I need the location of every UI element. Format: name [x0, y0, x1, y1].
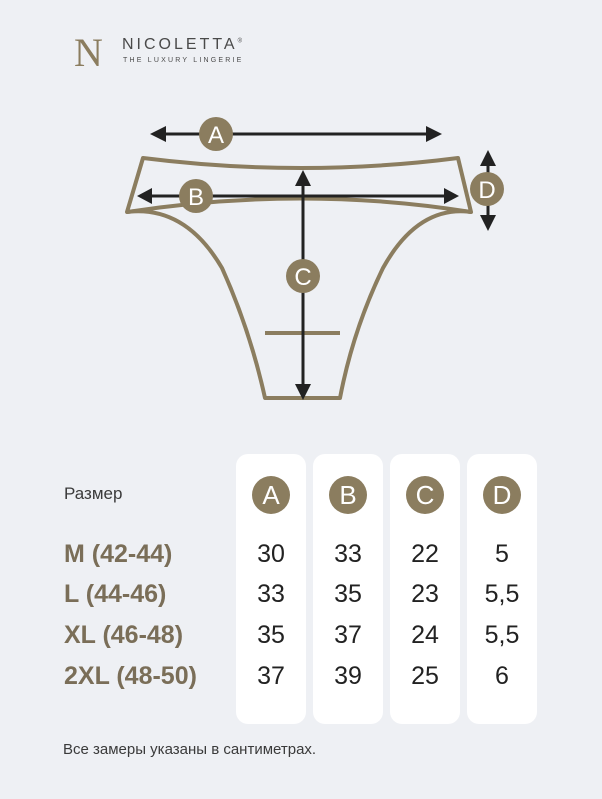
size-column-header: Размер [64, 484, 123, 503]
brand-name: NICOLETTA® [122, 36, 243, 53]
cell-xl-c: 24 [411, 621, 439, 649]
size-label-m: M (42-44) [64, 540, 173, 568]
svg-text:A: A [207, 122, 225, 149]
svg-text:C: C [294, 264, 312, 291]
column-b-card [313, 454, 383, 724]
column-c-card [390, 454, 460, 724]
marker-c [286, 259, 320, 293]
column-d-card [467, 454, 537, 724]
cell-m-b: 33 [334, 540, 362, 568]
size-label-2xl: 2XL (48-50) [64, 662, 197, 690]
column-c-badge: C [406, 476, 444, 514]
brand-tagline: THE LUXURY LINGERIE [123, 57, 244, 64]
brand-logo [70, 30, 270, 74]
column-a-card [236, 454, 306, 724]
column-d-badge: D [483, 476, 521, 514]
size-label-xl: XL (46-48) [64, 621, 184, 649]
size-label-l: L (44-46) [64, 580, 167, 608]
column-b-badge: B [329, 476, 367, 514]
marker-d [470, 172, 504, 206]
column-a-badge: A [252, 476, 290, 514]
svg-text:B: B [187, 184, 205, 211]
cell-xl-a: 35 [257, 621, 285, 649]
measure-a-arrow [150, 126, 442, 142]
cell-2xl-b: 39 [334, 662, 362, 690]
cell-l-b: 35 [334, 580, 362, 608]
cell-2xl-c: 25 [411, 662, 439, 690]
cell-2xl-d: 6 [495, 662, 509, 690]
garment-measurement-diagram [0, 110, 602, 410]
cell-l-c: 23 [411, 580, 439, 608]
cell-l-a: 33 [257, 580, 285, 608]
cell-2xl-a: 37 [257, 662, 285, 690]
svg-text:D: D [478, 177, 496, 204]
cell-m-c: 22 [411, 540, 439, 568]
cell-l-d: 5,5 [484, 580, 520, 608]
n-monogram-icon [70, 30, 116, 74]
cell-xl-b: 37 [334, 621, 362, 649]
marker-a [199, 117, 233, 151]
cell-xl-d: 5,5 [484, 621, 520, 649]
units-note: Все замеры указаны в сантиметрах. [63, 741, 317, 758]
marker-b [179, 179, 213, 213]
svg-text:N: N [74, 30, 103, 74]
cell-m-d: 5 [495, 540, 509, 568]
cell-m-a: 30 [257, 540, 285, 568]
